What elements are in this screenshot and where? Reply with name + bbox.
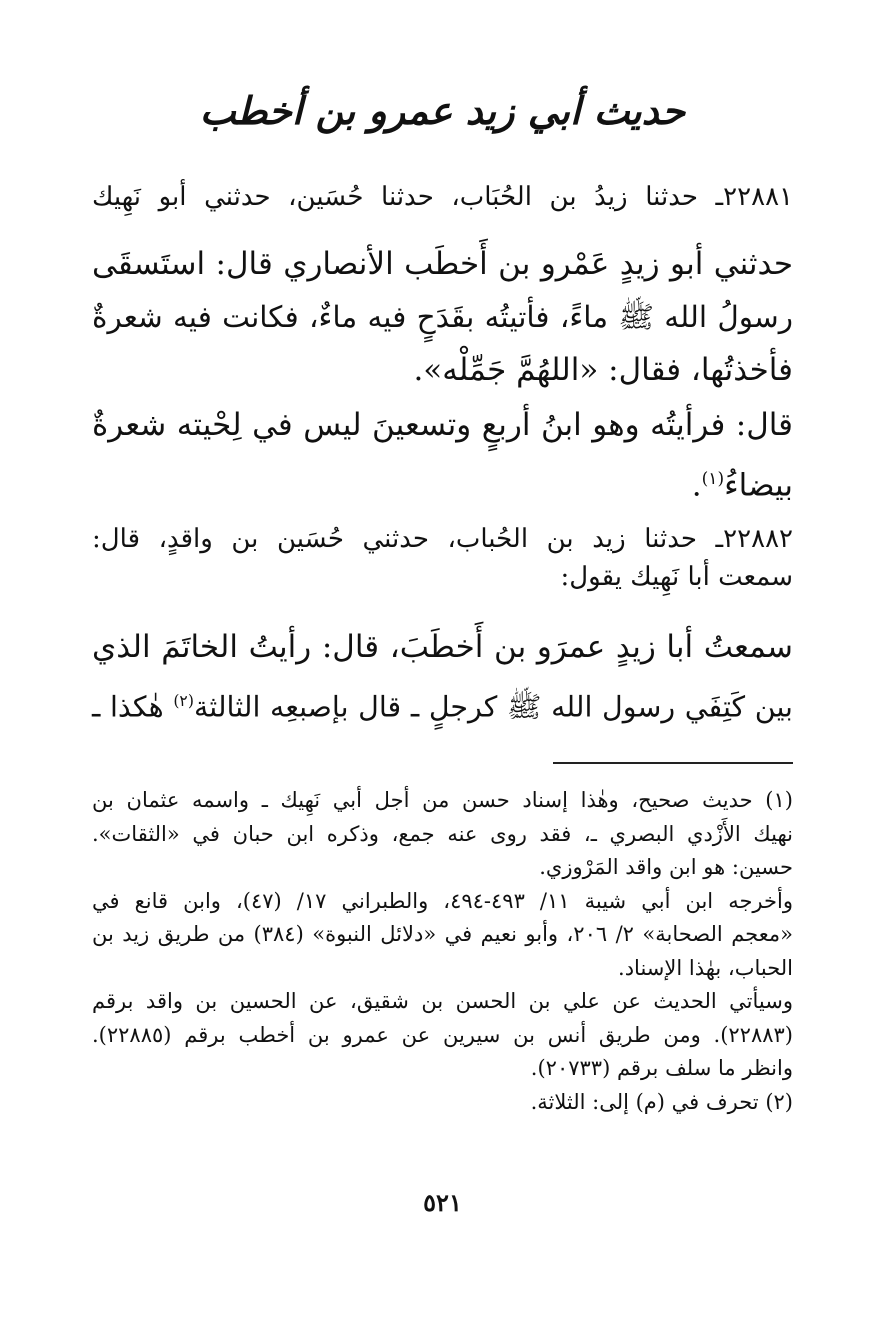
footnote-line: نهيك الأَزْدي البصري ـ، فقد روى عنه جمع، وذكره ابن حبان في «الثقات». xyxy=(92,821,793,846)
footnote-line: «معجم الصحابة» ٢/ ٢٠٦، وأبو نعيم في «دلائل النبوة» (٣٨٤) من طريق زيد بن xyxy=(92,922,793,946)
matn-line: قال: فرأيتُه وهو ابنُ أربعٍ وتسعينَ ليس في لِحْيته شعرةٌ xyxy=(92,407,793,443)
chapter-title: حديث أبي زيد عمرو بن أخطب xyxy=(199,88,686,133)
footnote-line: وأخرجه ابن أبي شيبة ١١/ ٤٩٣-٤٩٤، والطبراني ١٧/ (٤٧)، وابن قانع في xyxy=(92,888,793,913)
hadith-1-isnad xyxy=(92,182,793,212)
matn-line: حدثني أبو زيدٍ عَمْرو بن أَخطَب الأنصاري قال: استَسقَى xyxy=(92,246,793,282)
matn-text: هٰكذا ـ xyxy=(92,690,164,724)
hadith-2-matn xyxy=(92,620,793,735)
footnote-line: (٢) تحرف في (م) إلى: الثلاثة. xyxy=(530,1089,793,1114)
footnote-line: وسيأتي الحديث عن علي بن الحسن بن شقيق، عن الحسين بن واقد برقم xyxy=(92,989,793,1013)
matn-line-last xyxy=(92,674,793,735)
hadith-2-isnad xyxy=(92,520,793,596)
isnad-line: ٢٢٨٨٢ـ حدثنا زيد بن الحُباب، حدثني حُسَين بن واقدٍ، قال: xyxy=(92,524,793,554)
hadith-1-qala xyxy=(92,398,793,512)
footnote-line: (١) حديث صحيح، وهٰذا إسناد حسن من أجل أبي نَهِيك ـ واسمه عثمان بن xyxy=(92,788,793,812)
isnad-line: ٢٢٨٨١ـ حدثنا زيدُ بن الحُبَاب، حدثنا حُسَين، حدثني أبو نَهِيك xyxy=(92,182,793,212)
isnad-line: سمعت أبا نَهِيك يقول: xyxy=(560,562,793,592)
full-stop: . xyxy=(691,467,702,504)
footnote-separator xyxy=(553,762,793,764)
matn-line: فأخذتُها، فقال: «اللهُمَّ جَمِّلْه». xyxy=(413,352,793,388)
matn-line-last xyxy=(92,452,793,512)
matn-text: بيضاءُ xyxy=(724,467,793,504)
footnote-line: وانظر ما سلف برقم (٢٠٧٣٣). xyxy=(530,1056,793,1080)
footnote-line: (٢٢٨٨٣). ومن طريق أنس بن سيرين عن عمرو بن أخطب برقم (٢٢٨٨٥). xyxy=(92,1022,793,1047)
footnote-line: حسين: هو ابن واقد المَرْوزي. xyxy=(539,855,793,879)
footnote-line: الحباب، بهٰذا الإسناد. xyxy=(618,955,793,980)
matn-line: سمعتُ أبا زيدٍ عمرَو بن أَخطَبَ، قال: رأيتُ الخاتَمَ الذي xyxy=(92,629,793,665)
matn-text: بين كَتِفَي رسول الله ﷺ كرجلٍ ـ قال بإصبعِه الثالثة xyxy=(193,690,793,724)
hadith-1-matn xyxy=(92,238,793,397)
footnotes xyxy=(92,784,793,1119)
footnote-ref-1[interactable]: (١) xyxy=(701,469,725,489)
page-number: ٥٢١ xyxy=(423,1188,462,1217)
footnote-ref-2[interactable]: (٢) xyxy=(173,691,194,710)
matn-line: رسولُ الله ﷺ ماءً، فأتيتُه بقَدَحٍ فيه ماءٌ، فكانت فيه شعرةٌ xyxy=(92,300,793,334)
